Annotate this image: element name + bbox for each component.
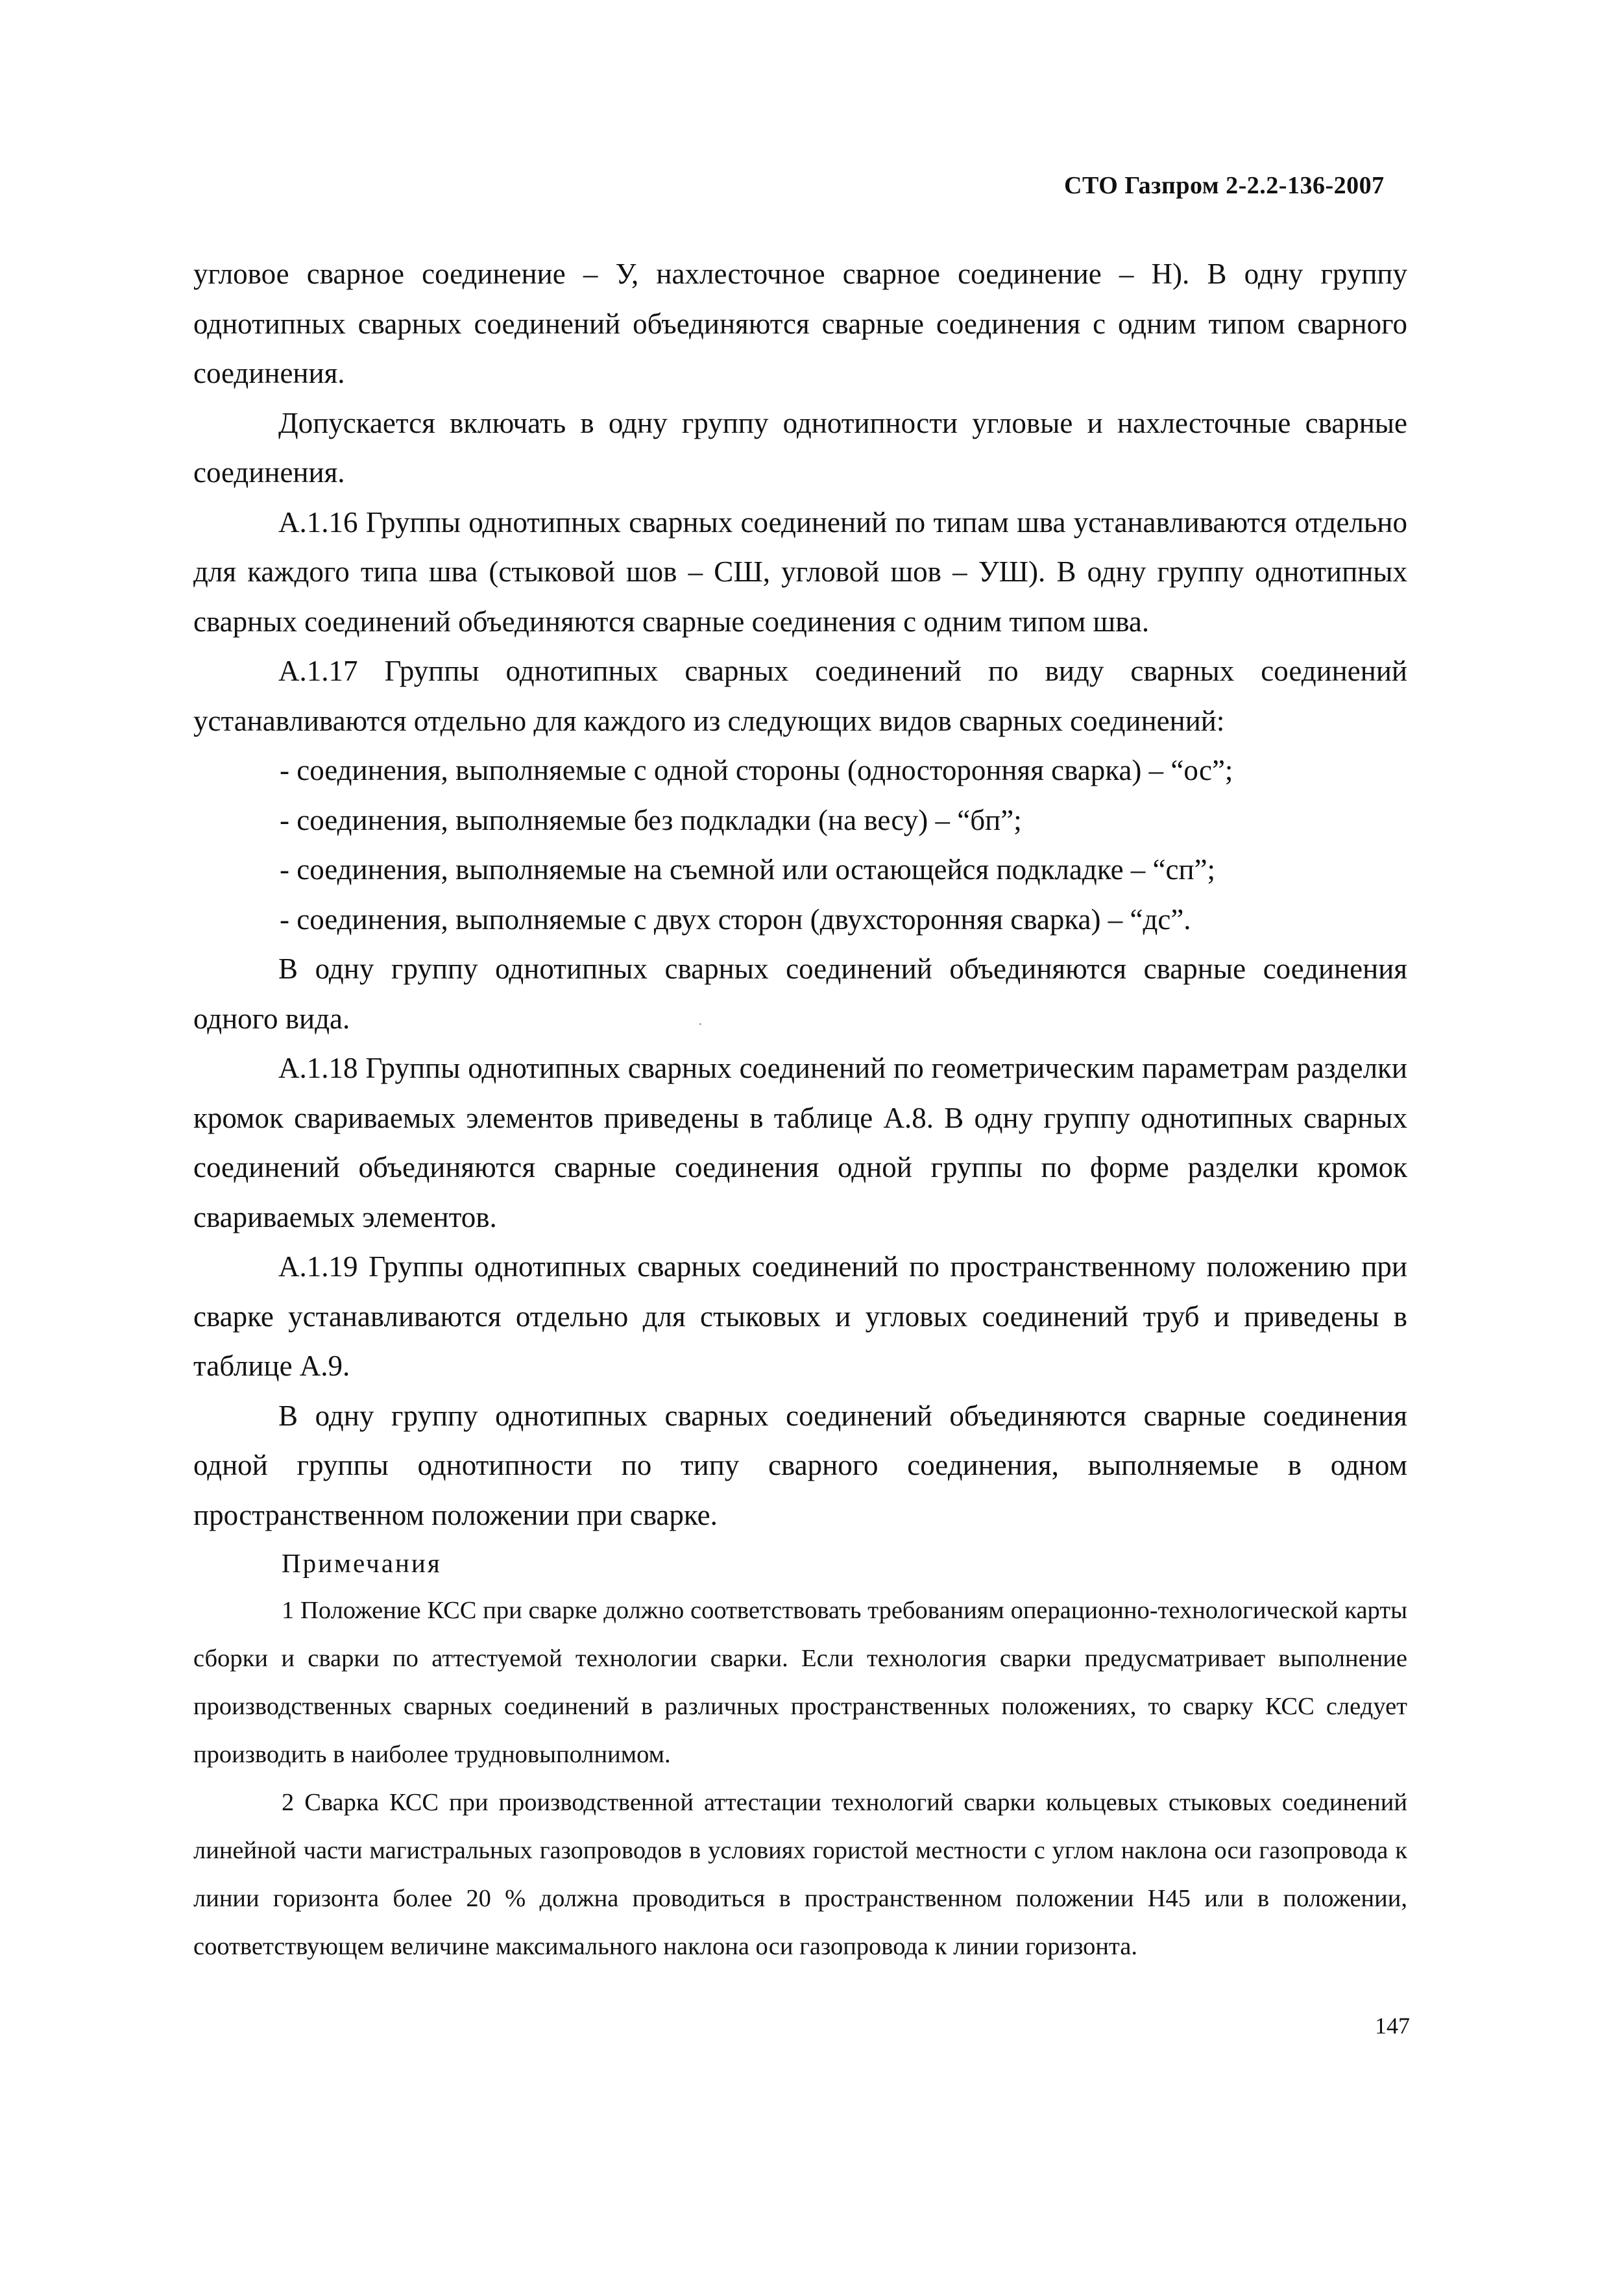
list-item: - соединения, выполняемые на съемной или остающейся подкладке – “сп”; bbox=[280, 853, 1216, 886]
document-body bbox=[193, 249, 1407, 1971]
scan-speck: · bbox=[698, 1017, 703, 1032]
note-item: 1 Положение КСС при сварке должно соответствовать требованиям операционно-технологической карты сборки и сварки по аттестуемой технологии сварки. Если технология сварки предусматривает выполнение производственных сварных соединений в различных пространственных положениях, то сварку КСС следует производить в наиболее трудновыполнимом. bbox=[193, 1597, 1407, 1768]
document-header: СТО Газпром 2-2.2-136-2007 bbox=[1064, 172, 1385, 199]
paragraph-a-1-19: А.1.19 Группы однотипных сварных соединений по пространственному положению при сварке устанавливаются отдельно для стыковых и угловых соединений труб и приведены в таблице А.9. bbox=[193, 1250, 1407, 1382]
paragraph: угловое сварное соединение – У, нахлесточное сварное соединение – Н). В одну группу однотипных сварных соединений объединяются сварные соединения с одним типом сварного соединения. bbox=[193, 258, 1407, 389]
notes-title: Примечания bbox=[282, 1548, 442, 1578]
list-item: - соединения, выполняемые с одной стороны (односторонняя сварка) – “ос”; bbox=[280, 754, 1233, 786]
paragraph-a-1-16: А.1.16 Группы однотипных сварных соединений по типам шва устанавливаются отдельно для каждого типа шва (стыковой шов – СШ, угловой шов – УШ). В одну группу однотипных сварных соединений объединяются сварные соединения с одним типом шва. bbox=[193, 505, 1407, 638]
note-item: 2 Сварка КСС при производственной аттестации технологий сварки кольцевых стыковых соединений линейной части магистральных газопроводов в условиях гористой местности с углом наклона оси газопровода к линии горизонта более 20 % должна проводиться в пространственном положении Н45 или в положении, соответствующем величине максимального наклона оси газопровода к линии горизонта. bbox=[193, 1789, 1407, 1960]
paragraph: В одну группу однотипных сварных соединений объединяются сварные соединения одного вида. bbox=[193, 952, 1407, 1035]
paragraph-a-1-18: А.1.18 Группы однотипных сварных соединений по геометрическим параметрам разделки кромок свариваемых элементов приведены в таблице А.8. В одну группу однотипных сварных соединений объединяются сварные соединения одной группы по форме разделки кромок свариваемых элементов. bbox=[193, 1052, 1407, 1233]
page-number: 147 bbox=[1375, 2013, 1410, 2039]
paragraph-a-1-17: А.1.17 Группы однотипных сварных соединений по виду сварных соединений устанавливаются отдельно для каждого из следующих видов сварных соединений: bbox=[193, 655, 1407, 737]
list-item: - соединения, выполняемые без подкладки (на весу) – “бп”; bbox=[280, 803, 1022, 836]
paragraph: В одну группу однотипных сварных соединений объединяются сварные соединения одной группы однотипности по типу сварного соединения, выполняемые в одном пространственном положении при сварке. bbox=[193, 1399, 1407, 1531]
list-item: - соединения, выполняемые с двух сторон (двухсторонняя сварка) – “дс”. bbox=[280, 903, 1191, 936]
paragraph: Допускается включать в одну группу однотипности угловые и нахлесточные сварные соединения. bbox=[193, 406, 1407, 489]
